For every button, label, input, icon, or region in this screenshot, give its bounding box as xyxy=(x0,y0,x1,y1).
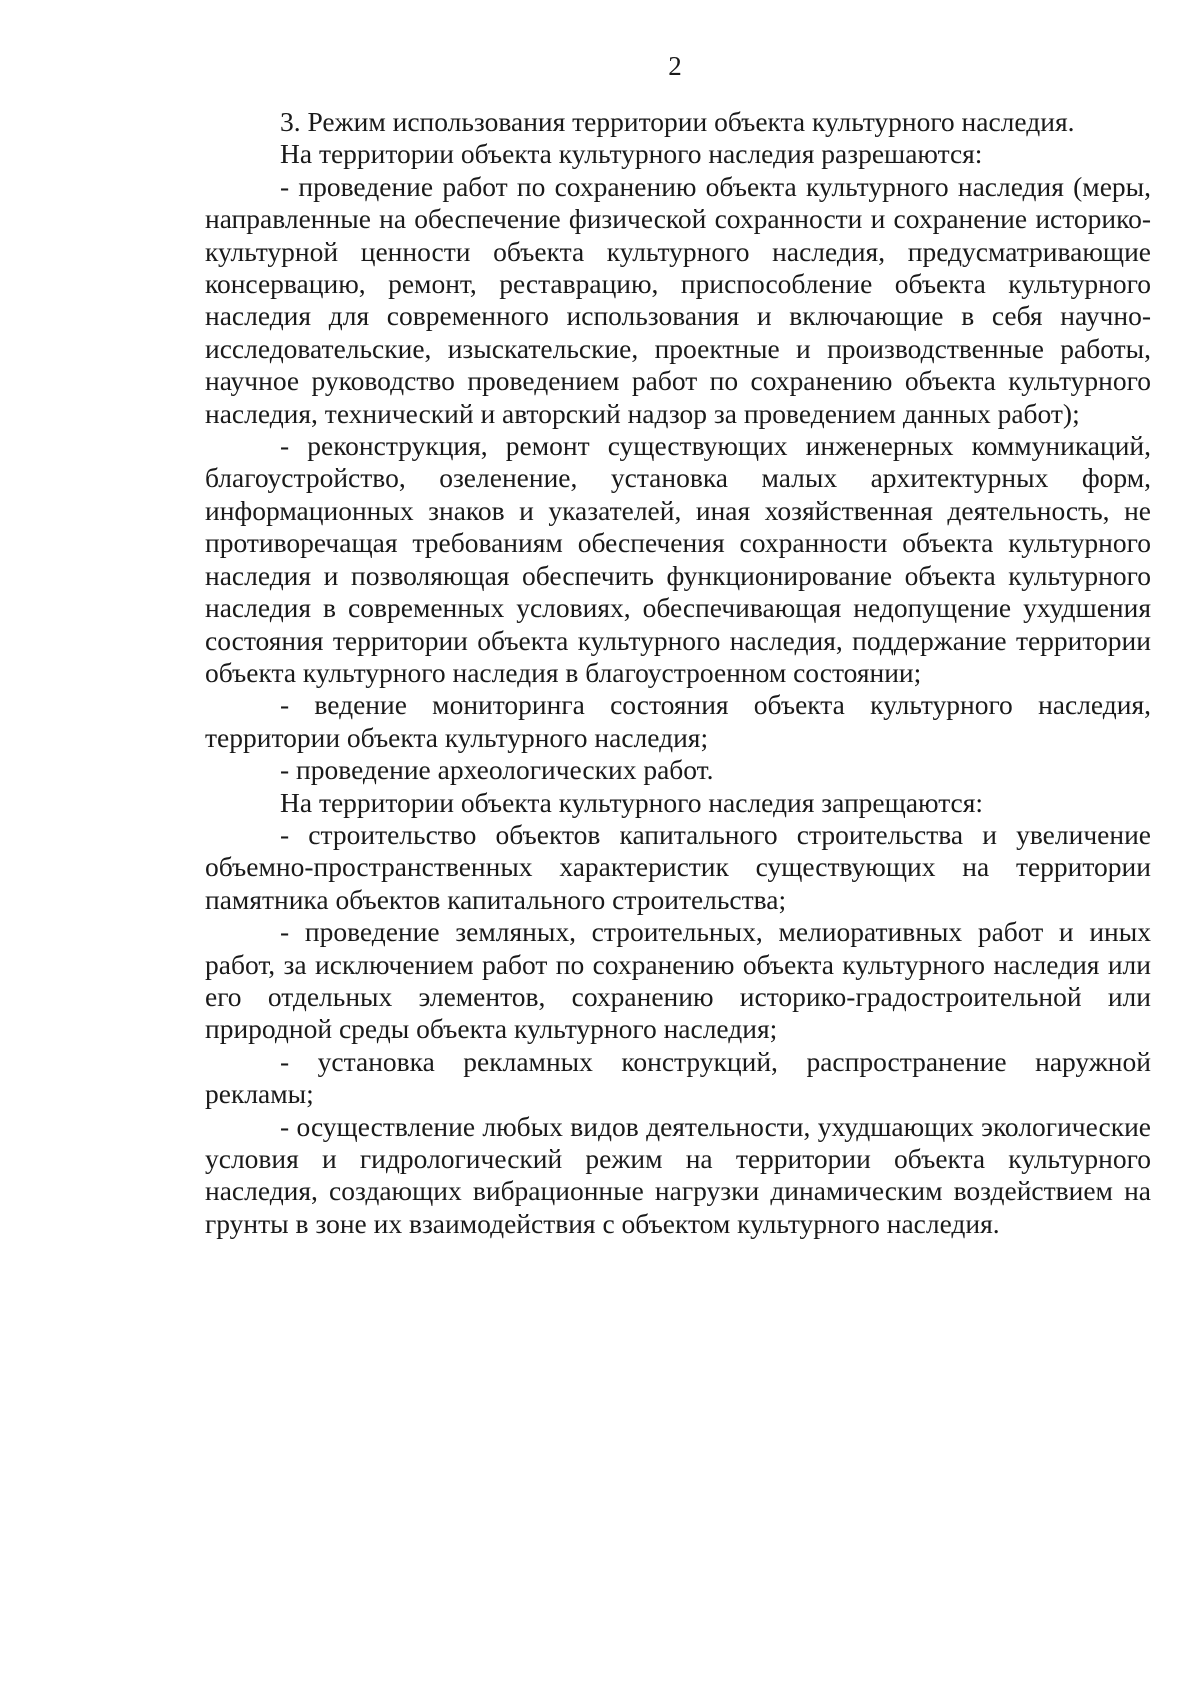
prohibited-item: - строительство объектов капитального строительства и увеличение объемно-пространственных характеристик существующих на территории памятника объектов капитального строительства; xyxy=(205,818,1151,915)
prohibited-item: - установка рекламных конструкций, распространение наружной рекламы; xyxy=(205,1045,1151,1110)
prohibited-item: - проведение земляных, строительных, мелиоративных работ и иных работ, за исключением работ по сохранению объекта культурного наследия или его отдельных элементов, сохранению историко-градостроительной или природной среды объекта культурного наследия; xyxy=(205,916,1151,1045)
permitted-item: - ведение мониторинга состояния объекта культурного наследия, территории объекта культурного наследия; xyxy=(205,689,1151,753)
permitted-item: - проведение археологических работ. xyxy=(280,754,714,786)
permitted-intro: На территории объекта культурного наследия разрешаются: xyxy=(280,138,983,170)
prohibited-item: - осуществление любых видов деятельности, ухудшающих экологические условия и гидрологический режим на территории объекта культурного наследия, создающих вибрационные нагрузки динамическим воздействием на грунты в зоне их взаимодействия с объектом культурного наследия. xyxy=(205,1110,1151,1239)
permitted-item: - реконструкция, ремонт существующих инженерных коммуникаций, благоустройство, озеленение, установка малых архитектурных форм, информационных знаков и указателей, иная хозяйственная деятельность, не противоречащая требованиям обеспечения сохранности объекта культурного наследия и позволяющая обеспечить функционирование объекта культурного наследия в современных условиях, обеспечивающая недопущение ухудшения состояния территории объекта культурного наследия, поддержание территории объекта культурного наследия в благоустроенном состоянии; xyxy=(205,430,1151,688)
section-heading: 3. Режим использования территории объекта культурного наследия. xyxy=(280,106,1075,137)
page-number: 2 xyxy=(668,51,682,81)
prohibited-intro: На территории объекта культурного наследия запрещаются: xyxy=(280,786,984,818)
permitted-item: - проведение работ по сохранению объекта культурного наследия (меры, направленные на обеспечение физической сохранности и сохранение историко-культурной ценности объекта культурного наследия, предусматривающие консервацию, ремонт, реставрацию, приспособление объекта культурного наследия для современного использования и включающие в себя научно-исследовательские, изыскательские, проектные и производственные работы, научное руководство проведением работ по сохранению объекта культурного наследия, технический и авторский надзор за проведением данных работ); xyxy=(205,170,1151,429)
document-body xyxy=(205,106,1151,1240)
